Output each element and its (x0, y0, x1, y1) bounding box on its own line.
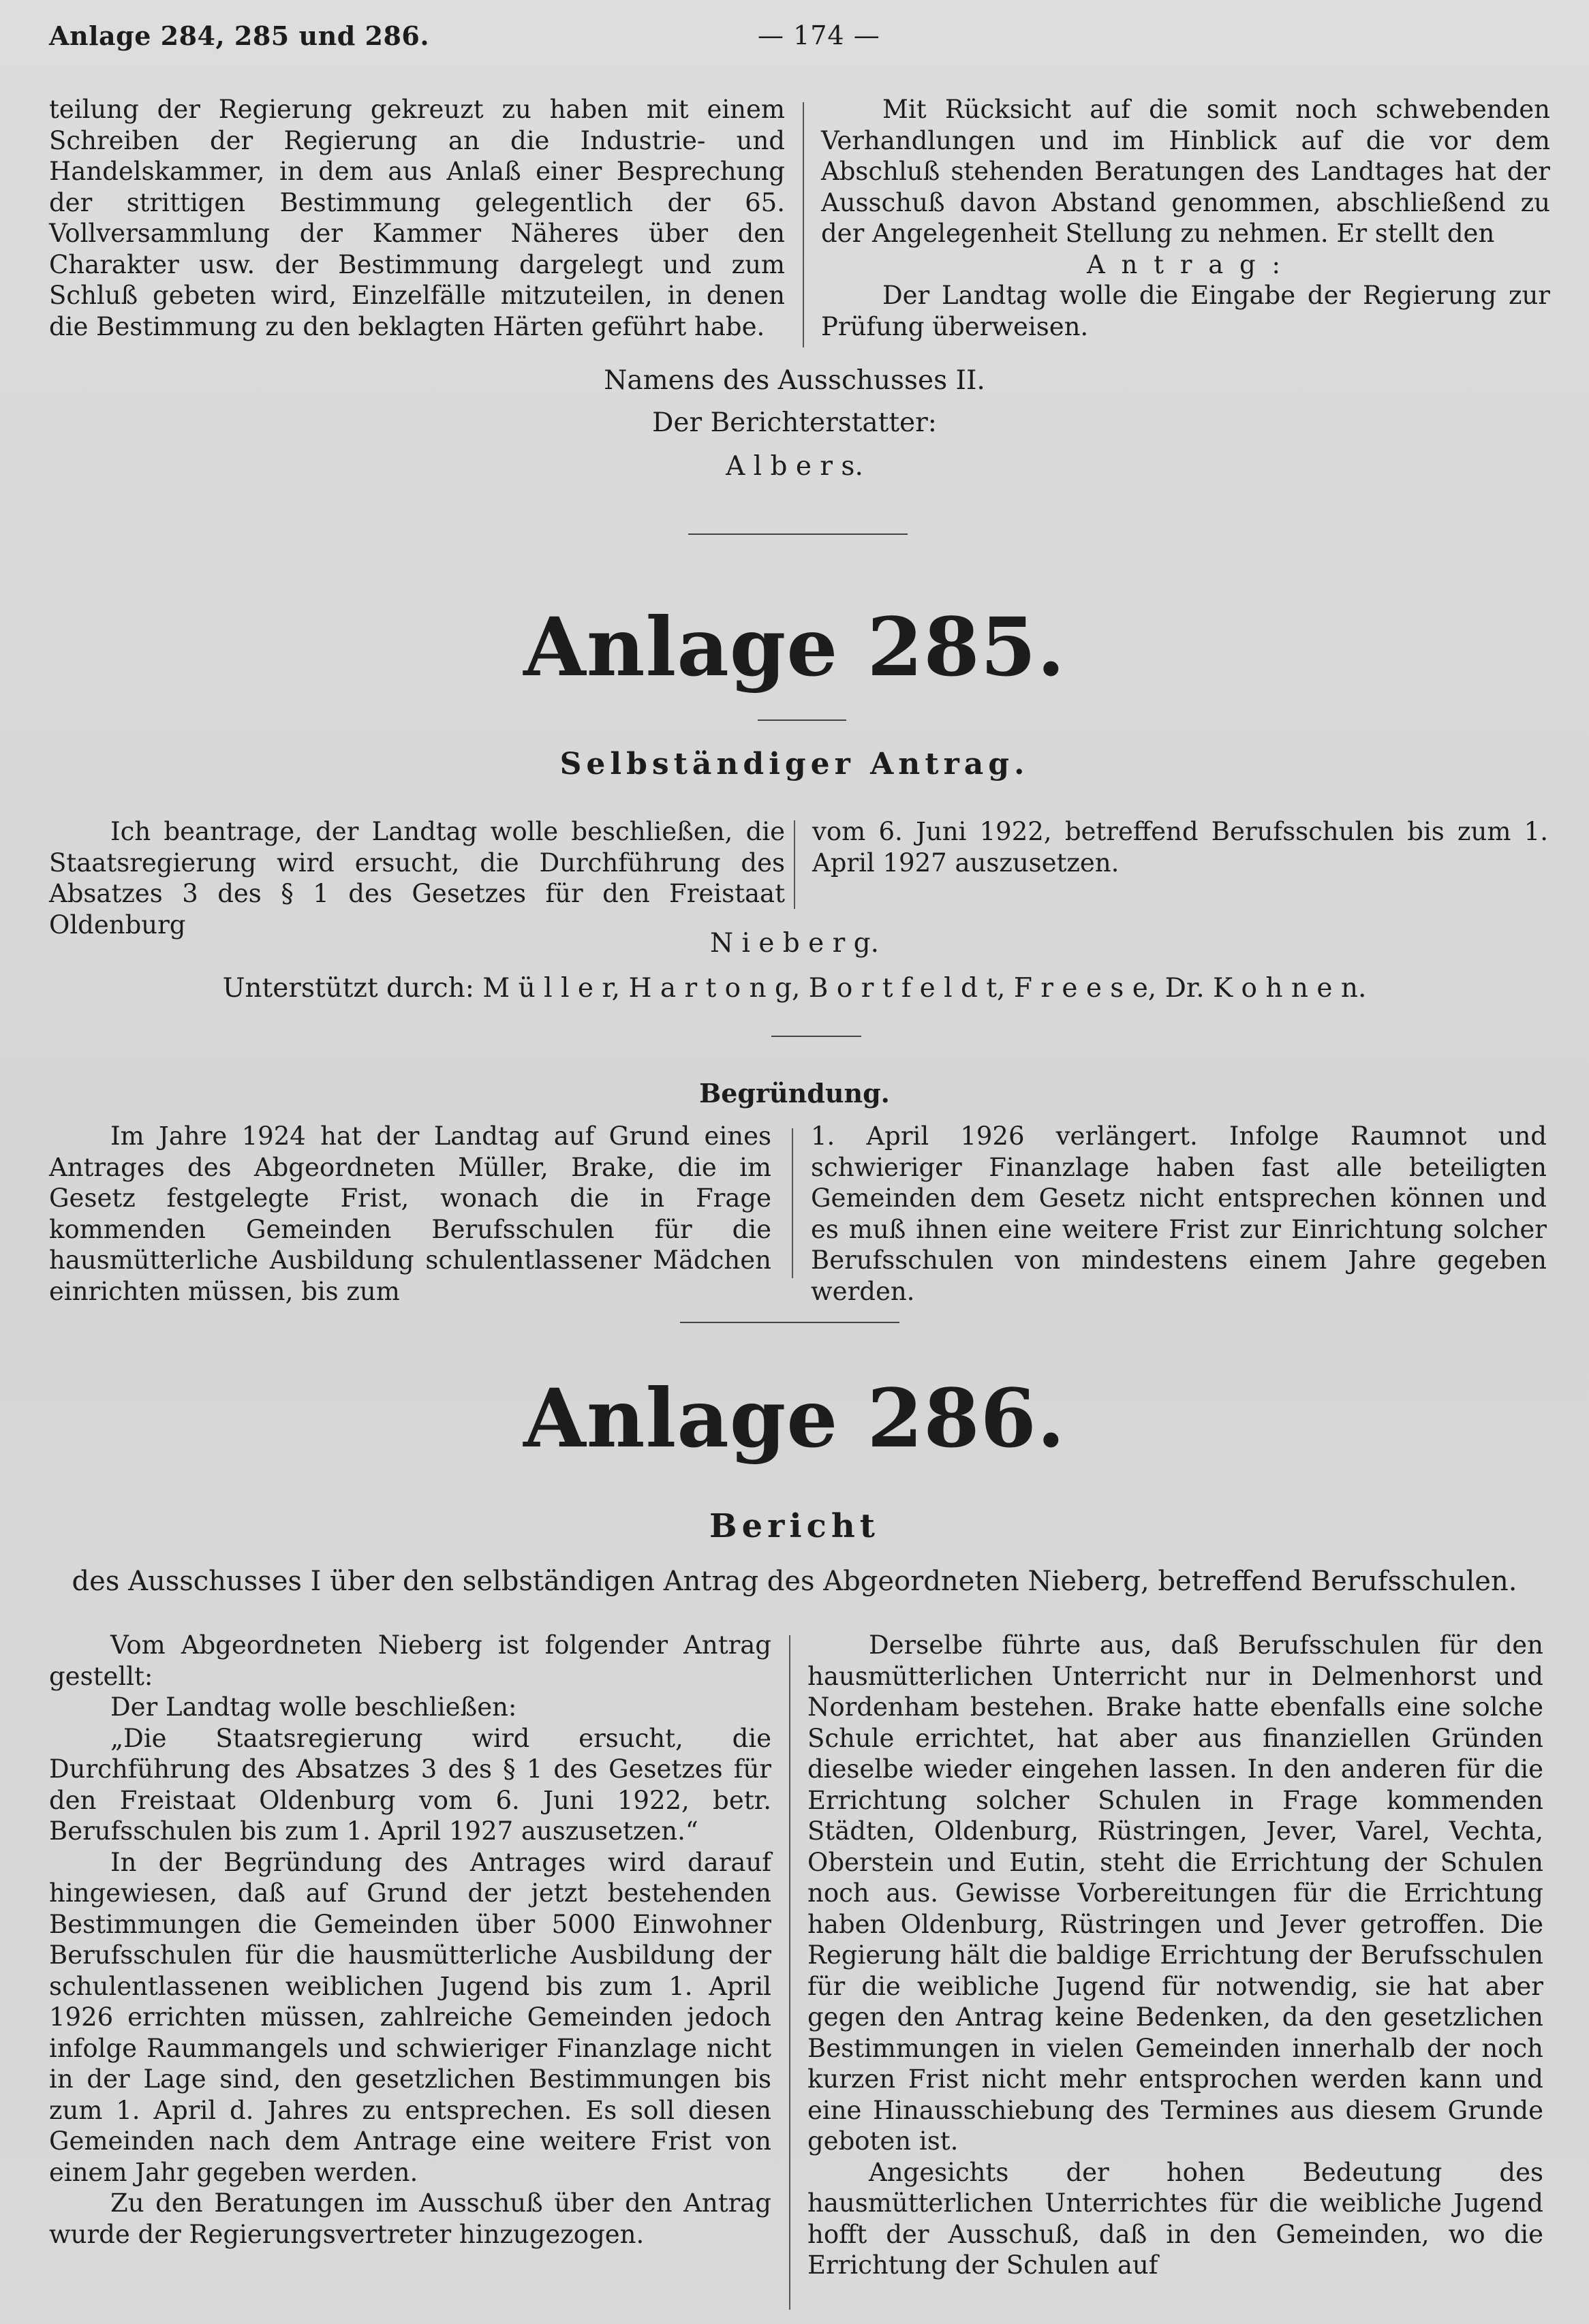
column-divider (789, 1635, 790, 2310)
anlage286-subtitle: Bericht (709, 1507, 880, 1545)
anlage285-right-text: vom 6. Juni 1922, betreffend Berufsschulen bis zum 1. April 1927 auszusetzen. (812, 817, 1548, 878)
antrag-label: A n t r a g : (1087, 249, 1284, 279)
begruendung-left-column (49, 1121, 771, 1307)
anlage286-left-p2: Der Landtag wolle beschließen: (110, 1692, 517, 1722)
anlage286-title: Anlage 286. (523, 1371, 1066, 1466)
title-underline (758, 719, 846, 721)
signature-role: Der Berichterstatter: (652, 407, 937, 438)
anlage285-left-text: Ich beantrage, der Landtag wolle beschließen, die Staatsregierung wird ersucht, die Durchführung des Absatzes 3 des § 1 des Gesetzes für den Freistaat Oldenburg (49, 817, 785, 940)
column-divider (794, 820, 795, 909)
anlage285-left-column (49, 816, 785, 940)
begruendung-right-text: 1. April 1926 verlängert. Infolge Raumnot und schwieriger Finanzlage haben fast alle beteiligten Gemeinden dem Gesetz nicht entsprechen können und es muß ihnen eine weitere Frist zur Einrichtung solcher Berufsschulen von mindestens einem Jahre gegeben werden. (811, 1121, 1547, 1306)
anlage286-right-column (807, 1630, 1543, 2281)
section-divider (680, 1322, 899, 1323)
column-divider (792, 1128, 793, 1278)
anlage286-right-p1: Derselbe führte aus, daß Berufsschulen für den hausmütterlichen Unterricht nur in Delmenhorst und Nordenham bestehen. Brake hatte ebenfalls eine solche Schule errichtet, hat aber aus finanziellen Gründen dieselbe wieder eingehen lassen. In den anderen für die Errichtung solcher Schulen in Frage kommenden Städten, Oldenburg, Rüstringen, Jever, Varel, Vechta, Oberstein und Eutin, steht die Errichtung der Schulen noch aus. Gewisse Vorbereitungen für die Errichtung haben Oldenburg, Rüstringen und Jever getroffen. Die Regierung hält die baldige Errichtung der Berufsschulen für die weibliche Jugend für notwendig, sie hat aber gegen den Antrag keine Bedenken, da den gesetzlichen Bestimmungen in vielen Gemeinden innerhalb der noch kurzen Frist nicht mehr entsprochen werden kann und eine Hinausschiebung des Termines aus diesem Grunde geboten ist. (807, 1630, 1543, 2156)
anlage286-left-p5: Zu den Beratungen im Ausschuß über den Antrag wurde der Regierungsvertreter hinzugezogen. (49, 2188, 771, 2249)
begruendung-left-text: Im Jahre 1924 hat der Landtag auf Grund eines Antrages des Abgeordneten Müller, Brake, die im Gesetz festgelegte Frist, wonach die in Frage kommenden Gemeinden Berufsschulen für die hausmütterliche Ausbildung schulentlassener Mädchen einrichten müssen, bis zum (49, 1121, 771, 1306)
signature-name: A l b e r s. (726, 451, 863, 482)
header-anlage-range: Anlage 284, 285 und 286. (49, 20, 430, 51)
anlage285-author: N i e b e r g. (709, 928, 880, 959)
anlage285-right-column (812, 816, 1548, 878)
anlage284-left-column (49, 94, 785, 342)
signature-committee: Namens des Ausschusses II. (604, 365, 985, 396)
running-header (49, 20, 1540, 61)
anlage286-left-p4: In der Begründung des Antrages wird darauf hingewiesen, daß auf Grund der jetzt bestehenden Bestimmungen die Gemeinden über 5000 Einwohner Berufsschulen für die hausmütterliche Ausbildung der schulentlassenen weiblichen Jugend bis zum 1. April 1926 errichten müssen, zahlreiche Gemeinden jedoch infolge Raummangels und schwieriger Finanzlage nicht in der Lage sind, den gesetzlichen Bestimmungen bis zum 1. April d. Jahres zu entsprechen. Es soll diesen Gemeinden nach dem Antrage eine weitere Frist von einem Jahr gegeben werden. (49, 1847, 771, 2187)
anlage286-subtitle-detail: des Ausschusses I über den selbständigen Antrag des Abgeordneten Nieberg, betreffend Berufsschulen. (72, 1566, 1517, 1597)
begruendung-heading: Begründung. (699, 1078, 890, 1109)
antrag-text: Der Landtag wolle die Eingabe der Regierung zur Prüfung überweisen. (821, 281, 1550, 341)
column-divider (803, 102, 804, 347)
anlage284-left-text: teilung der Regierung gekreuzt zu haben mit einem Schreiben der Regierung an die Industrie- und Handelskammer, in dem aus Anlaß einer Besprechung der strittigen Bestimmung gelegentlich der 65. Vollversammlung der Kammer Näheres über den Charakter usw. der Bestimmung dargelegt und zum Schluß gebeten wird, Einzelfälle mitzuteilen, in denen die Bestimmung zu den beklagten Härten geführt habe. (49, 95, 785, 341)
section-divider (771, 1036, 861, 1037)
anlage286-left-p3: „Die Staatsregierung wird ersucht, die Durchführung des Absatzes 3 des § 1 des Gesetzes für den Freistaat Oldenburg vom 6. Juni 1922, betr. Berufsschulen bis zum 1. April 1927 auszusetzen.“ (49, 1723, 771, 1846)
anlage285-title: Anlage 285. (523, 600, 1066, 694)
anlage286-right-p2: Angesichts der hohen Bedeutung des hausmütterlichen Unterrichtes für die weibliche Jugend hofft der Ausschuß, daß in den Gemeinden, wo die Errichtung der Schulen auf (807, 2157, 1543, 2280)
anlage284-right-column (821, 94, 1550, 342)
section-divider (688, 533, 908, 535)
page-number: — 174 — (758, 20, 880, 50)
anlage286-left-column (49, 1630, 771, 2250)
anlage286-left-p1: Vom Abgeordneten Nieberg ist folgender Antrag gestellt: (49, 1630, 771, 1691)
anlage285-supporters: Unterstützt durch: M ü l l e r, H a r t o n g, B o r t f e l d t, F r e e s e, Dr. K o h n e n. (222, 973, 1367, 1004)
anlage285-subtitle: Selbständiger Antrag. (559, 747, 1030, 781)
begruendung-right-column (811, 1121, 1547, 1307)
anlage284-right-text: Mit Rücksicht auf die somit noch schwebenden Verhandlungen und im Hinblick auf die vor dem Abschluß stehenden Beratungen des Landtages hat der Ausschuß davon Abstand genommen, abschließend zu der Angelegenheit Stellung zu nehmen. Er stellt den (821, 95, 1550, 248)
